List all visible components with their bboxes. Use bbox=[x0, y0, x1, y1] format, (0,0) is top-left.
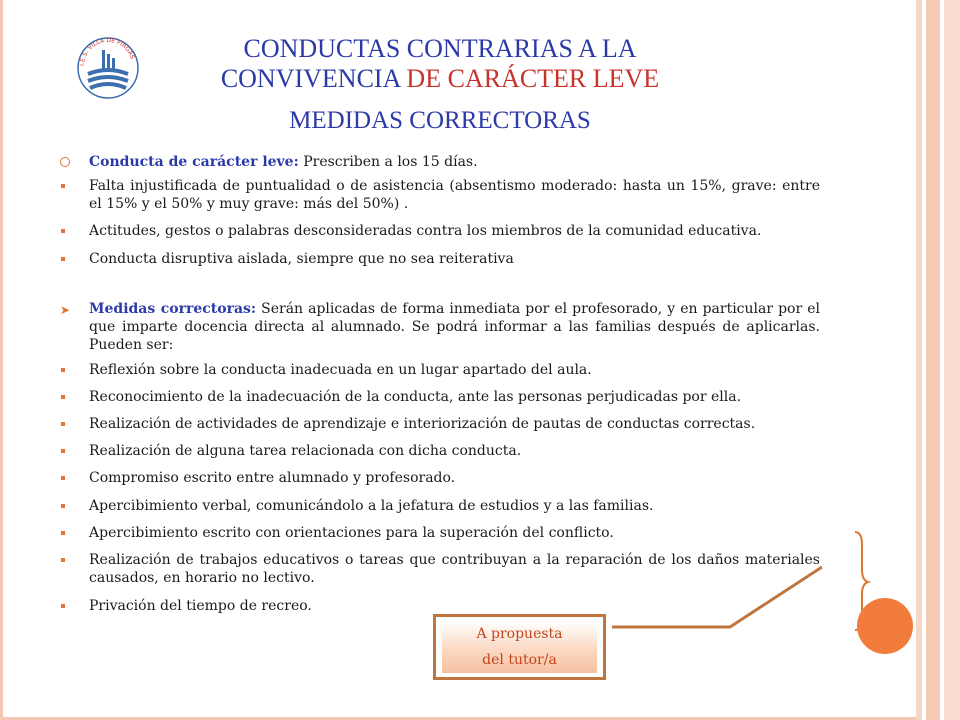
orange-circle-decoration bbox=[857, 598, 913, 654]
list-item-text: Privación del tiempo de recreo. bbox=[89, 598, 312, 614]
section2-label: Medidas correctoras: bbox=[89, 301, 257, 317]
list-item-text: Conducta disruptiva aislada, siempre que no sea reiterativa bbox=[89, 251, 514, 267]
logo-text: I.E.S. VILLA DE FIRGAS bbox=[78, 36, 136, 67]
list-item-text: Apercibimiento verbal, comunicándolo a la jefatura de estudios y a las familias. bbox=[89, 498, 654, 514]
connector-line bbox=[612, 567, 822, 627]
list-item-text: Realización de trabajos educativos o tareas que contribuyan a la reparación de los daños materiales causados, en horario no lectivo. bbox=[89, 552, 820, 586]
title-line-2-red: DE CARÁCTER LEVE bbox=[406, 64, 660, 93]
arrow-bullet-icon: ➤ bbox=[60, 303, 71, 317]
callout-line-2: del tutor/a bbox=[482, 652, 557, 668]
callout-line-1: A propuesta bbox=[476, 626, 563, 642]
title-line-1: CONDUCTAS CONTRARIAS A LA bbox=[243, 34, 637, 63]
section2-text: Serán aplicadas de forma inmediata por el profesorado, y en particular por el que imparte docencia directa al alumnado. Se podrá informar a las familias después de aplicarlas. Pueden ser: bbox=[89, 301, 820, 353]
list-item-text: Compromiso escrito entre alumnado y profesorado. bbox=[89, 470, 456, 486]
list-item-text: Apercibimiento escrito con orientaciones para la superación del conflicto. bbox=[89, 525, 614, 541]
list-item-text: Reconocimiento de la inadecuación de la conducta, ante las personas perjudicadas por ella. bbox=[89, 389, 742, 405]
callout-box bbox=[433, 614, 606, 680]
list-item-text: Reflexión sobre la conducta inadecuada en un lugar apartado del aula. bbox=[89, 362, 592, 378]
section1-label: Conducta de carácter leve: bbox=[89, 154, 299, 170]
section1-text: Prescriben a los 15 días. bbox=[298, 154, 478, 170]
list-item-text: Realización de alguna tarea relacionada con dicha conducta. bbox=[89, 443, 522, 459]
page-subtitle: MEDIDAS CORRECTORAS bbox=[289, 107, 591, 134]
callout-inner bbox=[442, 621, 597, 673]
list-item-text: Realización de actividades de aprendizaje e interiorización de pautas de conductas correctas. bbox=[89, 416, 756, 432]
list-item-text: Falta injustificada de puntualidad o de asistencia (absentismo moderado: hasta un 15%, grave: entre el 15% y el 50% y muy grave: más del 50%) . bbox=[89, 178, 820, 212]
list-item-text: Actitudes, gestos o palabras desconsideradas contra los miembros de la comunidad educativa. bbox=[89, 223, 762, 239]
title-line-2-blue: CONVIVENCIA bbox=[220, 64, 407, 93]
